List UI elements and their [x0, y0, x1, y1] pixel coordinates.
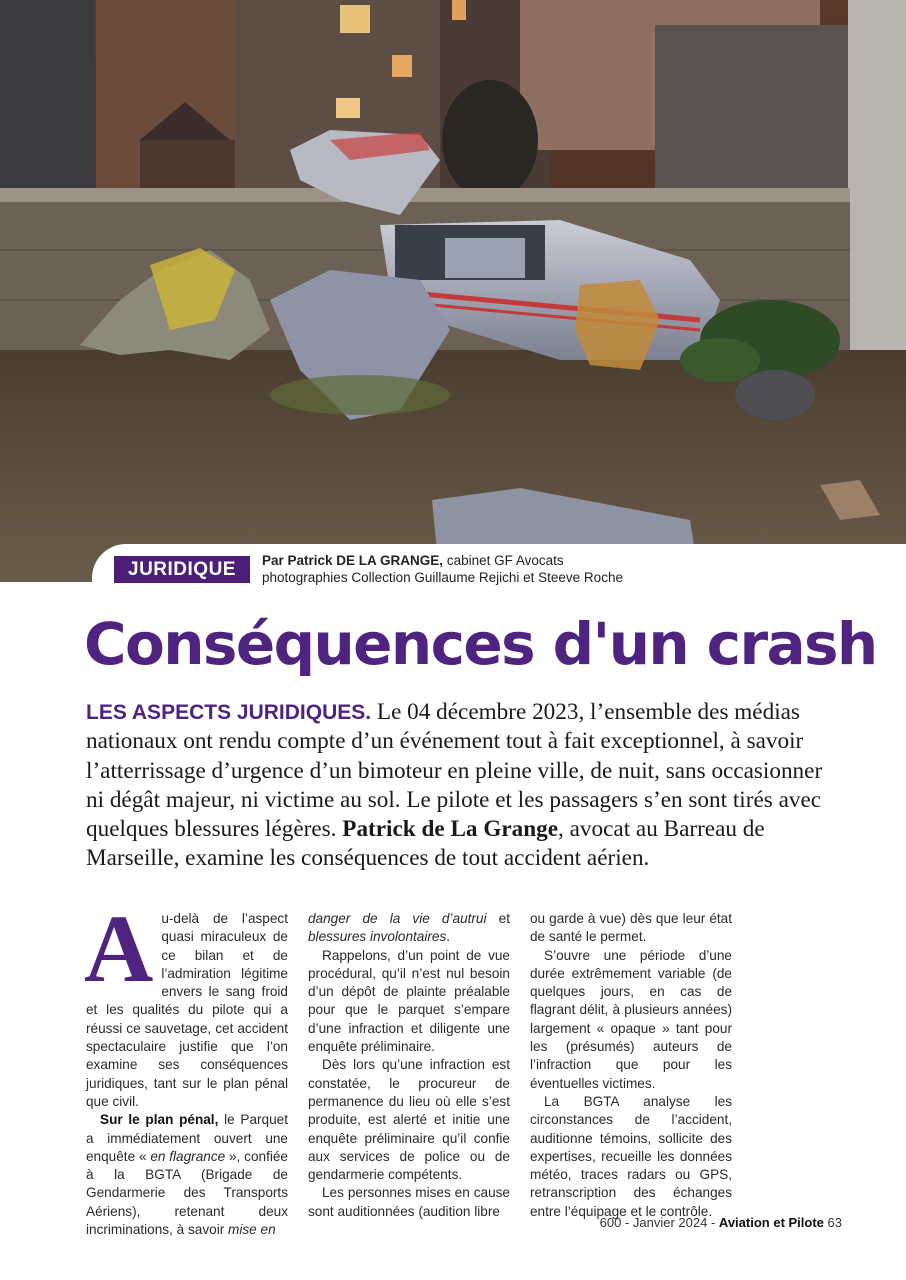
page-footer	[600, 1215, 842, 1230]
article-title: Conséquences d'un crash	[84, 610, 877, 678]
paragraph-text: le Parquet a immédiatement ouvert une enquête «	[86, 1112, 288, 1164]
intro-text-2: , avocat au Barreau de Marseille, examine les conséquences de tout accident aérien.	[86, 816, 765, 872]
section-badge: JURIDIQUE	[114, 556, 250, 583]
paragraph-lead: Sur le plan pénal,	[100, 1112, 219, 1128]
paragraph: Rappelons, d’un point de vue procédural, qu’il n’est nul besoin d’un dépôt de plainte préalable pour que le parquet s’empare d’une infraction et diligente une enquête préliminaire.	[308, 947, 510, 1055]
intro-lead: LES ASPECTS JURIDIQUES.	[86, 701, 372, 724]
drop-cap: A	[84, 895, 154, 1002]
paragraph: ou garde à vue) dès que leur état de santé le permet.	[530, 911, 732, 945]
paragraph-text: et	[486, 911, 510, 926]
author-name: Par Patrick DE LA GRANGE,	[262, 553, 444, 568]
paragraph-emphasis: blessures involontaires	[308, 929, 447, 945]
paragraph: S’ouvre une période d’une durée extrêmement variable (de quelques jours, en cas de flagrant délit, à plusieurs années) largement « opaque » tant pour les (présumés) auteurs de l’infraction que pour les éventuelles victimes.	[530, 947, 732, 1091]
byline	[262, 552, 623, 586]
intro-text-1: Le 04 décembre 2023, l’ensemble des médias nationaux ont rendu compte d’un événement tout à fait exceptionnel, à savoir l’atterrissage d’urgence d’un bimoteur en pleine ville, de nuit, sans occasionner ni dégât majeur, ni victime au sol. Le pilote et les passagers s’en sont tirés avec quelques blessures légères.	[86, 699, 823, 843]
body-column-3	[530, 910, 732, 1221]
paragraph	[84, 895, 288, 1111]
paragraph: Dès lors qu’une infraction est constatée, le procureur de permanence du lieu où elle s’est produite, est alerté et initie une enquête préliminaire qu’il confie aux services de police ou de gendarmerie compétents.	[308, 1057, 510, 1183]
paragraph-emphasis: en flagrance	[150, 1148, 226, 1164]
article-intro	[86, 698, 838, 874]
photo-credit: photographies Collection Guillaume Rejichi et Steeve Roche	[262, 570, 623, 585]
paragraph-text: », confiée à la BGTA (Brigade de Gendarmerie des Transports Aériens), retenant deux incriminations, à savoir	[86, 1148, 288, 1238]
body-column-2	[308, 910, 510, 1221]
paragraph-text: u-delà de l’aspect quasi miraculeux de ce bilan et de l’admiration légitime envers le sang froid et les qualités du pilote qui a réussi ce sauvetage, cet accident spectaculaire justifie que l’on examine ses conséquences juridiques, tant sur le plan pénal que civil.	[86, 911, 288, 1109]
crash-photo	[0, 0, 906, 582]
issue-info: 600 - Janvier 2024 -	[599, 1215, 716, 1230]
paragraph: Les personnes mises en cause sont auditionnées (audition libre	[308, 1185, 510, 1219]
author-org: cabinet GF Avocats	[446, 553, 564, 568]
paragraph-emphasis: danger de la vie d’autrui	[308, 911, 487, 926]
body-column-1	[84, 895, 288, 1239]
paragraph-text: .	[446, 929, 451, 945]
page-number: 63	[827, 1215, 842, 1230]
paragraph	[308, 910, 510, 947]
intro-author-name: Patrick de La Grange	[342, 816, 559, 843]
paragraph	[86, 1111, 288, 1239]
paragraph-emphasis: mise en	[228, 1222, 276, 1238]
magazine-name: Aviation et Pilote	[718, 1215, 824, 1230]
paragraph: La BGTA analyse les circonstances de l’accident, auditionne témoins, sollicite des expertises, recueille les données météo, traces radars ou GPS, retranscription des échanges entre l’équipage et le contrôle.	[530, 1093, 732, 1219]
